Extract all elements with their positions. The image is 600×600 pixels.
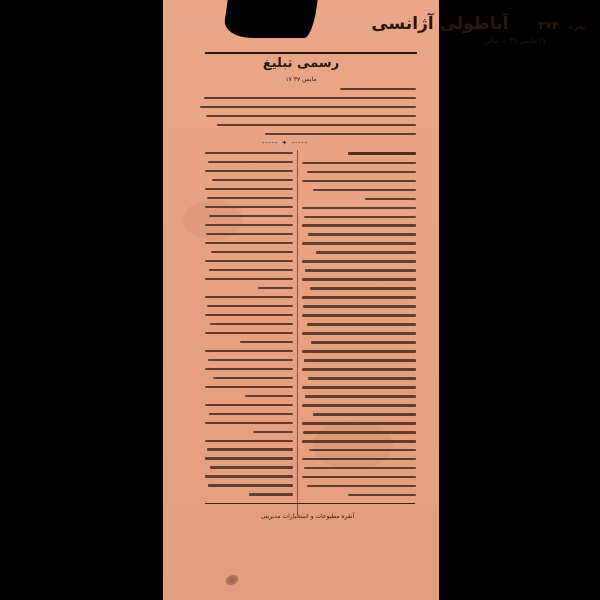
text-line: [249, 493, 293, 495]
text-line: [302, 368, 416, 370]
section-ornament: -·-·- ✦ -·-·-: [261, 139, 309, 147]
text-line: [308, 233, 416, 235]
text-line: [207, 197, 293, 199]
text-line: [302, 332, 416, 334]
text-line: [205, 404, 293, 406]
text-line: [205, 457, 293, 459]
text-line: [205, 475, 293, 477]
column-rule: [297, 150, 298, 515]
text-line: [205, 296, 293, 298]
text-line: [304, 359, 416, 361]
masthead-rule: [205, 52, 417, 54]
text-line: [205, 152, 293, 154]
text-line: [205, 224, 293, 226]
text-line: [209, 269, 293, 271]
text-line: [205, 332, 293, 334]
text-line: [208, 359, 293, 361]
text-line: [307, 171, 416, 173]
footer-rule: [205, 503, 415, 504]
text-line: [302, 440, 416, 442]
text-line: [348, 152, 416, 155]
text-line: [307, 323, 416, 325]
text-line: [304, 467, 416, 469]
text-line: [304, 216, 416, 218]
text-line: [309, 449, 416, 451]
text-line: [205, 314, 293, 316]
left-column: [205, 152, 293, 502]
footer-credit: آنقره مطبوعات و استخبارات مدیریتی: [260, 513, 355, 520]
text-line: [302, 476, 416, 478]
newspaper-title: آناطولی آژانسی: [371, 14, 509, 34]
text-line: [210, 466, 293, 468]
text-line: [302, 278, 416, 280]
text-line: [307, 485, 416, 487]
text-line: [205, 188, 293, 190]
text-line: [210, 323, 293, 325]
bulletin-title: رسمی تبلیغ: [262, 56, 340, 71]
text-line: [200, 106, 416, 108]
text-line: [340, 88, 416, 90]
text-line: [205, 350, 293, 352]
text-line: [208, 161, 293, 163]
text-line: [305, 395, 416, 397]
masthead: [205, 14, 586, 45]
text-line: [213, 377, 293, 379]
text-line: [303, 305, 416, 307]
text-line: [207, 448, 293, 450]
text-line: [205, 206, 293, 208]
text-line: [245, 395, 293, 397]
text-line: [209, 215, 293, 217]
text-line: [302, 162, 416, 164]
text-line: [302, 242, 416, 244]
text-line: [209, 413, 293, 415]
text-line: [217, 124, 416, 126]
bulletin-date: ۱۷ مایس ۳۷: [285, 76, 317, 83]
text-line: [302, 296, 416, 298]
text-line: [302, 350, 416, 352]
text-line: [205, 368, 293, 370]
text-line: [308, 377, 416, 379]
text-line: [316, 251, 416, 253]
text-line: [205, 260, 293, 262]
text-line: [313, 189, 416, 191]
text-line: [303, 431, 416, 433]
text-line: [365, 198, 416, 200]
text-line: [253, 431, 293, 433]
text-line: [205, 242, 293, 244]
text-line: [208, 484, 293, 486]
text-line: [212, 179, 293, 181]
text-line: [206, 233, 293, 235]
text-line: [206, 115, 416, 117]
intro-paragraph: [200, 88, 416, 142]
text-line: [205, 170, 293, 172]
text-line: [302, 207, 416, 209]
text-line: [211, 251, 293, 253]
text-line: [205, 422, 293, 424]
issue-label: نمره: [568, 22, 586, 32]
text-line: [265, 133, 416, 135]
text-line: [207, 305, 293, 307]
text-line: [302, 386, 416, 388]
text-line: [302, 224, 416, 226]
issue-number: ۳۷۴: [538, 19, 559, 32]
text-line: [302, 458, 416, 460]
text-line: [310, 287, 416, 289]
dateline: ۱۷ مایس ۳۶ — مالی: [484, 37, 546, 45]
text-line: [305, 269, 416, 271]
text-line: [258, 287, 293, 289]
text-line: [205, 278, 293, 280]
text-line: [240, 341, 293, 343]
text-line: [204, 97, 416, 99]
text-line: [302, 422, 416, 424]
text-line: [313, 413, 416, 415]
text-line: [302, 260, 416, 262]
text-line: [302, 180, 416, 182]
right-column: [302, 152, 416, 503]
text-line: [348, 494, 416, 496]
text-line: [205, 440, 293, 442]
text-line: [302, 314, 416, 316]
text-line: [311, 341, 416, 343]
text-line: [205, 386, 293, 388]
text-line: [302, 404, 416, 406]
